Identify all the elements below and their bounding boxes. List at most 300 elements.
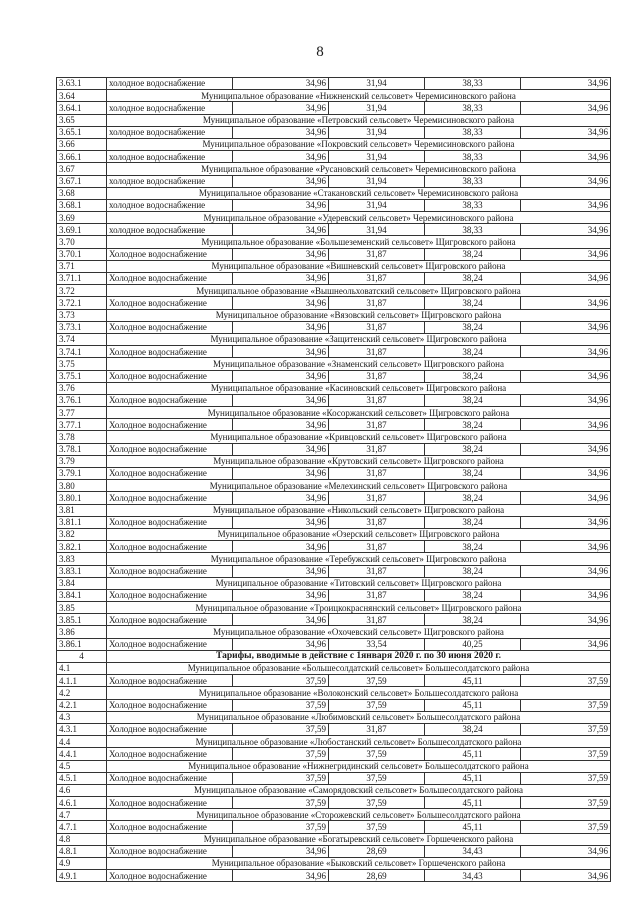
tariff-value: 38,33 <box>425 126 521 138</box>
tariff-value: 34,96 <box>233 175 329 187</box>
service-name: Холодное водоснабжение <box>107 723 233 735</box>
row-number: 3.82 <box>57 528 107 540</box>
service-name: холодное водоснабжение <box>107 151 233 163</box>
row-number: 3.84 <box>57 577 107 589</box>
tariff-value: 34,96 <box>521 541 611 553</box>
tariff-value: 34,96 <box>233 321 329 333</box>
municipality-row <box>57 382 611 394</box>
tariff-value: 45,11 <box>425 748 521 760</box>
tariff-value: 38,24 <box>425 541 521 553</box>
tariff-value: 31,94 <box>329 175 425 187</box>
service-name: холодное водоснабжение <box>107 102 233 114</box>
tariff-value: 34,96 <box>521 565 611 577</box>
tariff-row <box>57 541 611 553</box>
municipality-row <box>57 833 611 845</box>
tariff-value: 31,87 <box>329 370 425 382</box>
tariff-row <box>57 723 611 735</box>
tariff-value: 40,25 <box>425 638 521 650</box>
tariff-value: 38,24 <box>425 468 521 480</box>
tariff-row <box>57 589 611 601</box>
row-number: 3.65.1 <box>57 126 107 138</box>
row-number: 4.9.1 <box>57 870 107 882</box>
row-number: 3.65 <box>57 114 107 126</box>
service-name: Холодное водоснабжение <box>107 845 233 857</box>
tariff-value: 34,96 <box>521 126 611 138</box>
tariff-row <box>57 845 611 857</box>
row-number: 3.73 <box>57 309 107 321</box>
tariff-value: 34,96 <box>521 370 611 382</box>
tariff-table-body <box>57 78 611 882</box>
row-number: 3.77.1 <box>57 419 107 431</box>
row-number: 3.63.1 <box>57 78 107 90</box>
tariff-value: 37,59 <box>521 821 611 833</box>
service-name: Холодное водоснабжение <box>107 321 233 333</box>
tariff-value: 31,87 <box>329 248 425 260</box>
tariff-value: 38,24 <box>425 492 521 504</box>
service-name: Холодное водоснабжение <box>107 273 233 285</box>
row-number: 3.68 <box>57 187 107 199</box>
tariff-value: 34,96 <box>521 638 611 650</box>
row-number: 4.6 <box>57 784 107 796</box>
tariff-row <box>57 78 611 90</box>
tariff-value: 31,87 <box>329 492 425 504</box>
tariff-value: 38,33 <box>425 102 521 114</box>
tariff-table <box>56 77 611 882</box>
tariff-value: 31,87 <box>329 394 425 406</box>
municipality-name: Муниципальное образование «Троицкокраснянский сельсовет» Щигровского района <box>107 602 611 614</box>
tariff-value: 37,59 <box>329 772 425 784</box>
service-name: Холодное водоснабжение <box>107 589 233 601</box>
municipality-row <box>57 480 611 492</box>
service-name: Холодное водоснабжение <box>107 797 233 809</box>
municipality-name: Муниципальное образование «Теребужский сельсовет» Щигровского района <box>107 553 611 565</box>
municipality-row <box>57 285 611 297</box>
municipality-row <box>57 602 611 614</box>
tariff-value: 34,96 <box>233 516 329 528</box>
row-number: 4.8.1 <box>57 845 107 857</box>
tariff-value: 31,94 <box>329 224 425 236</box>
tariff-value: 37,59 <box>521 748 611 760</box>
tariff-value: 34,96 <box>521 870 611 882</box>
row-number: 4.7 <box>57 809 107 821</box>
tariff-value: 34,96 <box>233 199 329 211</box>
tariff-value: 34,96 <box>233 370 329 382</box>
tariff-value: 34,96 <box>521 297 611 309</box>
service-name: холодное водоснабжение <box>107 126 233 138</box>
service-name: Холодное водоснабжение <box>107 870 233 882</box>
tariff-row <box>57 468 611 480</box>
municipality-name: Муниципальное образование «Большесолдатский сельсовет» Большесолдатского района <box>107 663 611 675</box>
tariff-value: 34,96 <box>233 468 329 480</box>
tariff-row <box>57 346 611 358</box>
row-number: 3.66 <box>57 138 107 150</box>
tariff-value: 34,96 <box>233 151 329 163</box>
tariff-value: 38,24 <box>425 565 521 577</box>
municipality-row <box>57 333 611 345</box>
municipality-name: Муниципальное образование «Косоржанский сельсовет» Щигровского района <box>107 407 611 419</box>
row-number: 3.83.1 <box>57 565 107 577</box>
row-number: 3.78 <box>57 431 107 443</box>
row-number: 3.69.1 <box>57 224 107 236</box>
tariff-value: 38,24 <box>425 516 521 528</box>
municipality-name: Муниципальное образование «Никольский сельсовет» Щигровского района <box>107 504 611 516</box>
row-number: 3.76 <box>57 382 107 394</box>
row-number: 4.8 <box>57 833 107 845</box>
tariff-value: 34,43 <box>425 845 521 857</box>
tariff-value: 31,87 <box>329 723 425 735</box>
service-name: Холодное водоснабжение <box>107 541 233 553</box>
row-number: 3.81 <box>57 504 107 516</box>
tariff-value: 31,87 <box>329 419 425 431</box>
tariff-value: 38,24 <box>425 394 521 406</box>
row-number: 4.5.1 <box>57 772 107 784</box>
municipality-name: Муниципальное образование «Любимовский сельсовет» Большесолдатского района <box>107 711 611 723</box>
tariff-value: 34,96 <box>521 419 611 431</box>
tariff-value: 37,59 <box>329 797 425 809</box>
row-number: 3.70 <box>57 236 107 248</box>
municipality-row <box>57 663 611 675</box>
row-number: 3.80.1 <box>57 492 107 504</box>
tariff-value: 31,94 <box>329 199 425 211</box>
tariff-value: 37,59 <box>521 797 611 809</box>
tariff-value: 31,87 <box>329 468 425 480</box>
tariff-value: 34,96 <box>233 248 329 260</box>
row-number: 3.77 <box>57 407 107 419</box>
tariff-value: 34,96 <box>233 297 329 309</box>
tariff-value: 38,24 <box>425 443 521 455</box>
tariff-value: 37,59 <box>233 821 329 833</box>
row-number: 3.76.1 <box>57 394 107 406</box>
municipality-row <box>57 90 611 102</box>
tariff-value: 33,54 <box>329 638 425 650</box>
row-number: 3.82.1 <box>57 541 107 553</box>
tariff-value: 34,96 <box>521 516 611 528</box>
tariff-row <box>57 516 611 528</box>
service-name: Холодное водоснабжение <box>107 748 233 760</box>
tariff-row <box>57 748 611 760</box>
row-number: 4.1.1 <box>57 675 107 687</box>
municipality-row <box>57 260 611 272</box>
municipality-row <box>57 760 611 772</box>
tariff-value: 31,87 <box>329 273 425 285</box>
tariff-value: 34,43 <box>425 870 521 882</box>
tariff-value: 38,33 <box>425 224 521 236</box>
tariff-row <box>57 370 611 382</box>
row-number: 3.66.1 <box>57 151 107 163</box>
municipality-name: Муниципальное образование «Знаменский сельсовет» Щигровского района <box>107 358 611 370</box>
row-number: 4.4 <box>57 736 107 748</box>
tariff-row <box>57 126 611 138</box>
tariff-row <box>57 492 611 504</box>
tariff-value: 31,87 <box>329 443 425 455</box>
tariff-value: 38,24 <box>425 723 521 735</box>
tariff-value: 31,94 <box>329 102 425 114</box>
municipality-name: Муниципальное образование «Кривцовский сельсовет» Щигровского района <box>107 431 611 443</box>
service-name: Холодное водоснабжение <box>107 297 233 309</box>
municipality-name: Муниципальное образование «Русановский сельсовет» Черемисиновского района <box>107 163 611 175</box>
tariff-value: 34,96 <box>521 394 611 406</box>
row-number: 4.4.1 <box>57 748 107 760</box>
service-name: холодное водоснабжение <box>107 199 233 211</box>
municipality-name: Муниципальное образование «Мелехинский сельсовет» Щигровского района <box>107 480 611 492</box>
tariff-value: 34,96 <box>233 565 329 577</box>
tariff-value: 34,96 <box>521 273 611 285</box>
tariff-value: 37,59 <box>329 748 425 760</box>
tariff-value: 34,96 <box>521 224 611 236</box>
tariff-value: 34,96 <box>233 346 329 358</box>
service-name: Холодное водоснабжение <box>107 614 233 626</box>
row-number: 3.71.1 <box>57 273 107 285</box>
tariff-row <box>57 175 611 187</box>
tariff-value: 45,11 <box>425 675 521 687</box>
tariff-value: 28,69 <box>329 845 425 857</box>
tariff-value: 38,24 <box>425 589 521 601</box>
tariff-value: 34,96 <box>521 321 611 333</box>
tariff-value: 38,24 <box>425 346 521 358</box>
row-number: 4.3 <box>57 711 107 723</box>
tariff-value: 37,59 <box>233 748 329 760</box>
section-heading-row <box>57 650 611 662</box>
tariff-value: 34,96 <box>233 845 329 857</box>
service-name: Холодное водоснабжение <box>107 394 233 406</box>
tariff-value: 37,59 <box>329 699 425 711</box>
municipality-name: Муниципальное образование «Стакановский сельсовет» Черемисиновского района <box>107 187 611 199</box>
row-number: 3.72 <box>57 285 107 297</box>
tariff-value: 31,87 <box>329 516 425 528</box>
row-number: 3.69 <box>57 212 107 224</box>
tariff-row <box>57 297 611 309</box>
tariff-value: 38,24 <box>425 370 521 382</box>
municipality-row <box>57 114 611 126</box>
municipality-row <box>57 577 611 589</box>
municipality-name: Муниципальное образование «Защитенский сельсовет» Щигровского района <box>107 333 611 345</box>
service-name: холодное водоснабжение <box>107 78 233 90</box>
tariff-value: 34,96 <box>521 589 611 601</box>
tariff-value: 34,96 <box>233 78 329 90</box>
row-number: 4.2.1 <box>57 699 107 711</box>
tariff-value: 38,24 <box>425 419 521 431</box>
municipality-name: Муниципальное образование «Быковский сельсовет» Горшеченского района <box>107 858 611 870</box>
tariff-value: 31,94 <box>329 151 425 163</box>
tariff-value: 31,87 <box>329 346 425 358</box>
row-number: 4.5 <box>57 760 107 772</box>
municipality-row <box>57 553 611 565</box>
tariff-value: 34,96 <box>521 468 611 480</box>
municipality-row <box>57 431 611 443</box>
service-name: Холодное водоснабжение <box>107 370 233 382</box>
municipality-name: Муниципальное образование «Вышнеольховатский сельсовет» Щигровского района <box>107 285 611 297</box>
row-number: 4.3.1 <box>57 723 107 735</box>
tariff-value: 34,96 <box>233 102 329 114</box>
tariff-row <box>57 638 611 650</box>
municipality-name: Муниципальное образование «Озерский сельсовет» Щигровского района <box>107 528 611 540</box>
tariff-value: 38,24 <box>425 321 521 333</box>
tariff-value: 45,11 <box>425 797 521 809</box>
service-name: Холодное водоснабжение <box>107 468 233 480</box>
row-number: 3.85 <box>57 602 107 614</box>
service-name: холодное водоснабжение <box>107 224 233 236</box>
service-name: Холодное водоснабжение <box>107 346 233 358</box>
municipality-name: Муниципальное образование «Саморядовский сельсовет» Большесолдатского района <box>107 784 611 796</box>
tariff-value: 37,59 <box>521 772 611 784</box>
service-name: Холодное водоснабжение <box>107 638 233 650</box>
tariff-value: 31,94 <box>329 126 425 138</box>
tariff-value: 38,33 <box>425 78 521 90</box>
row-number: 3.64.1 <box>57 102 107 114</box>
tariff-value: 34,96 <box>233 443 329 455</box>
tariff-value: 34,96 <box>521 102 611 114</box>
municipality-row <box>57 309 611 321</box>
tariff-value: 31,87 <box>329 565 425 577</box>
tariff-value: 38,24 <box>425 273 521 285</box>
row-number: 3.86 <box>57 626 107 638</box>
row-number: 4.6.1 <box>57 797 107 809</box>
tariff-value: 34,96 <box>233 419 329 431</box>
tariff-value: 34,96 <box>521 614 611 626</box>
tariff-row <box>57 394 611 406</box>
row-number: 4.2 <box>57 687 107 699</box>
tariff-value: 45,11 <box>425 699 521 711</box>
municipality-row <box>57 163 611 175</box>
tariff-value: 31,87 <box>329 321 425 333</box>
service-name: Холодное водоснабжение <box>107 516 233 528</box>
row-number: 4.9 <box>57 858 107 870</box>
tariff-value: 34,96 <box>521 78 611 90</box>
municipality-row <box>57 858 611 870</box>
municipality-row <box>57 626 611 638</box>
tariff-value: 37,59 <box>233 797 329 809</box>
tariff-row <box>57 321 611 333</box>
tariff-value: 34,96 <box>233 541 329 553</box>
service-name: Холодное водоснабжение <box>107 443 233 455</box>
row-number: 3.67.1 <box>57 175 107 187</box>
row-number: 3.73.1 <box>57 321 107 333</box>
municipality-row <box>57 212 611 224</box>
tariff-value: 34,96 <box>521 346 611 358</box>
row-number: 3.67 <box>57 163 107 175</box>
row-number: 3.83 <box>57 553 107 565</box>
tariff-value: 45,11 <box>425 821 521 833</box>
municipality-row <box>57 138 611 150</box>
tariff-value: 34,96 <box>233 638 329 650</box>
row-number: 3.79.1 <box>57 468 107 480</box>
service-name: холодное водоснабжение <box>107 175 233 187</box>
row-number: 3.75 <box>57 358 107 370</box>
tariff-value: 37,59 <box>233 675 329 687</box>
tariff-value: 37,59 <box>521 699 611 711</box>
municipality-name: Муниципальное образование «Вишневский сельсовет» Щигровского района <box>107 260 611 272</box>
tariff-value: 34,96 <box>521 443 611 455</box>
tariff-value: 34,96 <box>233 224 329 236</box>
municipality-row <box>57 187 611 199</box>
service-name: Холодное водоснабжение <box>107 419 233 431</box>
municipality-row <box>57 407 611 419</box>
row-number: 3.74 <box>57 333 107 345</box>
municipality-name: Муниципальное образование «Крутовский сельсовет» Щигровского района <box>107 455 611 467</box>
row-number: 3.70.1 <box>57 248 107 260</box>
tariff-value: 37,59 <box>329 821 425 833</box>
tariff-value: 38,33 <box>425 199 521 211</box>
municipality-row <box>57 809 611 821</box>
service-name: Холодное водоснабжение <box>107 821 233 833</box>
tariff-value: 31,87 <box>329 541 425 553</box>
tariff-value: 45,11 <box>425 772 521 784</box>
row-number: 3.75.1 <box>57 370 107 382</box>
municipality-name: Муниципальное образование «Нижнегридинский сельсовет» Большесолдатского района <box>107 760 611 772</box>
tariff-value: 37,59 <box>233 699 329 711</box>
row-number: 4.1 <box>57 663 107 675</box>
service-name: Холодное водоснабжение <box>107 492 233 504</box>
tariff-value: 38,24 <box>425 248 521 260</box>
tariff-row <box>57 699 611 711</box>
municipality-name: Муниципальное образование «Нижненский сельсовет» Черемисиновского района <box>107 90 611 102</box>
municipality-row <box>57 504 611 516</box>
row-number: 3.78.1 <box>57 443 107 455</box>
tariff-value: 34,96 <box>233 589 329 601</box>
municipality-row <box>57 236 611 248</box>
municipality-name: Муниципальное образование «Петровский сельсовет» Черемисиновского района <box>107 114 611 126</box>
municipality-name: Муниципальное образование «Богатыревский сельсовет» Горшеченского района <box>107 833 611 845</box>
tariff-value: 34,96 <box>233 492 329 504</box>
tariff-row <box>57 870 611 882</box>
municipality-name: Муниципальное образование «Удеревский сельсовет» Черемисиновского района <box>107 212 611 224</box>
row-number: 3.79 <box>57 455 107 467</box>
municipality-name: Муниципальное образование «Покровский сельсовет» Черемисиновского района <box>107 138 611 150</box>
tariff-row <box>57 248 611 260</box>
tariff-row <box>57 565 611 577</box>
row-number: 4 <box>57 650 107 662</box>
service-name: Холодное водоснабжение <box>107 565 233 577</box>
tariff-value: 34,96 <box>521 845 611 857</box>
municipality-name: Муниципальное образование «Вязовский сельсовет» Щигровского района <box>107 309 611 321</box>
tariff-value: 34,96 <box>233 614 329 626</box>
tariff-value: 37,59 <box>521 675 611 687</box>
tariff-row <box>57 443 611 455</box>
municipality-row <box>57 455 611 467</box>
service-name: Холодное водоснабжение <box>107 675 233 687</box>
row-number: 3.85.1 <box>57 614 107 626</box>
municipality-row <box>57 528 611 540</box>
tariff-row <box>57 772 611 784</box>
tariff-row <box>57 419 611 431</box>
municipality-row <box>57 736 611 748</box>
row-number: 3.86.1 <box>57 638 107 650</box>
municipality-row <box>57 711 611 723</box>
tariff-value: 37,59 <box>329 675 425 687</box>
tariff-value: 34,96 <box>521 492 611 504</box>
tariff-row <box>57 675 611 687</box>
page-number: 8 <box>316 44 324 60</box>
tariff-row <box>57 102 611 114</box>
municipality-name: Муниципальное образование «Сторожевский сельсовет» Большесолдатского района <box>107 809 611 821</box>
row-number: 3.81.1 <box>57 516 107 528</box>
municipality-name: Муниципальное образование «Большеземенский сельсовет» Щигровского района <box>107 236 611 248</box>
tariff-row <box>57 224 611 236</box>
service-name: Холодное водоснабжение <box>107 772 233 784</box>
row-number: 3.80 <box>57 480 107 492</box>
row-number: 3.64 <box>57 90 107 102</box>
tariff-value: 31,87 <box>329 614 425 626</box>
tariff-value: 31,87 <box>329 589 425 601</box>
tariff-value: 34,96 <box>233 273 329 285</box>
tariff-value: 31,87 <box>329 297 425 309</box>
tariff-value: 28,69 <box>329 870 425 882</box>
municipality-name: Муниципальное образование «Любостанский сельсовет» Большесолдатского района <box>107 736 611 748</box>
municipality-name: Муниципальное образование «Касиновский сельсовет» Щигровского района <box>107 382 611 394</box>
row-number: 3.74.1 <box>57 346 107 358</box>
tariff-value: 31,94 <box>329 78 425 90</box>
municipality-name: Муниципальное образование «Волоконский сельсовет» Большесолдатского района <box>107 687 611 699</box>
